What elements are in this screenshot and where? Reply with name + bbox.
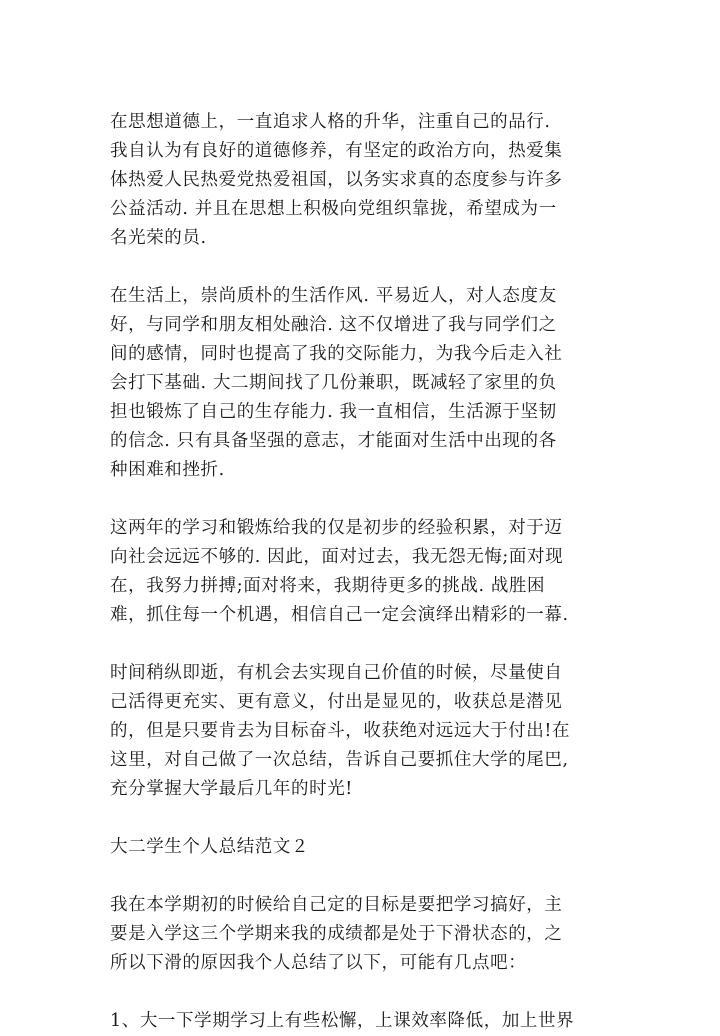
- text-line: 我自认为有良好的道德修养，有坚定的政治方向，热爱集: [110, 141, 563, 161]
- text-line: 担也锻炼了自己的生存能力. 我一直相信，生活源于坚韧: [110, 402, 557, 422]
- paragraph-gap: [110, 862, 610, 891]
- text-line: 这两年的学习和锻炼给我的仅是初步的经验积累，对于迈: [110, 518, 563, 538]
- text-line: 名光荣的员.: [110, 228, 207, 248]
- paragraph-experience: [110, 514, 610, 630]
- text-line: 要是入学这三个学期来我的成绩都是处于下滑状态的，之: [110, 924, 563, 944]
- heading-line: 大二学生个人总结范文２: [110, 837, 310, 857]
- text-line: 向社会远远不够的. 因此，面对过去，我无怨无悔;面对现: [110, 547, 564, 567]
- paragraph-gap: [110, 804, 610, 833]
- document-body: [110, 108, 610, 1036]
- text-line: 时间稍纵即逝，有机会去实现自己价值的时候，尽量使自: [110, 663, 563, 683]
- paragraph-gap: [110, 253, 610, 282]
- section-heading: [110, 833, 610, 862]
- text-line: 己活得更充实、更有意义，付出是显见的，收获总是潜见: [110, 692, 563, 712]
- text-line: 充分掌握大学最后几年的时光!: [110, 779, 353, 799]
- text-line: 在生活上，崇尚质朴的生活作风. 平易近人，对人态度友: [110, 286, 557, 306]
- text-line: 间的感情，同时也提高了我的交际能力，为我今后走入社: [110, 344, 563, 364]
- text-line: 在，我努力拼搏;面对将来，我期待更多的挑战. 战胜困: [110, 576, 546, 596]
- text-line: 所以下滑的原因我个人总结了以下，可能有几点吧：: [110, 953, 527, 973]
- paragraph-moral: [110, 108, 610, 253]
- text-line: 体热爱人民热爱党热爱祖国，以务实求真的态度参与许多: [110, 170, 563, 190]
- text-line: 公益活动. 并且在思想上积极向党组织靠拢，希望成为一: [110, 199, 557, 219]
- paragraph-life: [110, 282, 610, 485]
- paragraph-gap: [110, 485, 610, 514]
- text-line: 1、大一下学期学习上有些松懈，上课效率降低，加上世界: [110, 1011, 575, 1031]
- text-line: 这里，对自己做了一次总结，告诉自己要抓住大学的尾巴,: [110, 750, 569, 770]
- text-line: 难，抓住每一个机遇，相信自己一定会演绎出精彩的一幕.: [110, 605, 569, 625]
- text-line: 种困难和挫折.: [110, 460, 225, 480]
- text-line: 好，与同学和朋友相处融洽. 这不仅增进了我与同学们之: [110, 315, 557, 335]
- text-line: 在思想道德上，一直追求人格的升华，注重自己的品行.: [110, 112, 551, 132]
- paragraph-reason-1: [110, 1007, 610, 1036]
- paragraph-goal: [110, 891, 610, 978]
- paragraph-gap: [110, 978, 610, 1007]
- text-line: 的，但是只要肯去为目标奋斗，收获绝对远远大于付出!在: [110, 721, 571, 741]
- text-line: 的信念. 只有具备坚强的意志，才能面对生活中出现的各: [110, 431, 557, 451]
- paragraph-gap: [110, 630, 610, 659]
- text-line: 我在本学期初的时候给自己定的目标是要把学习搞好，主: [110, 895, 563, 915]
- paragraph-time: [110, 659, 610, 804]
- text-line: 会打下基础. 大二期间找了几份兼职，既减轻了家里的负: [110, 373, 557, 393]
